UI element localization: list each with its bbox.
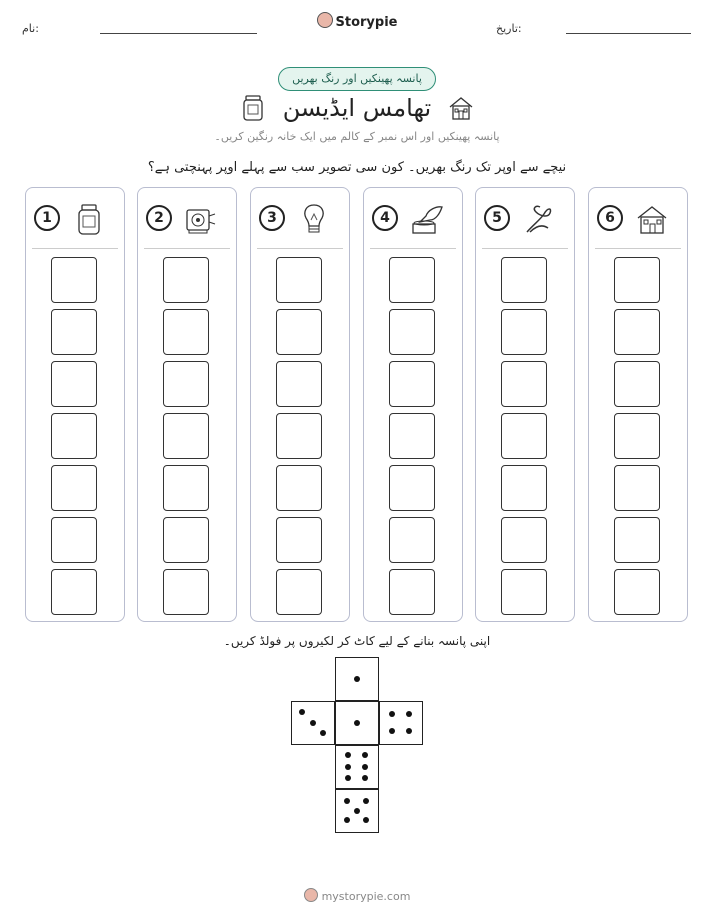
color-box[interactable] xyxy=(501,413,547,459)
die-pip xyxy=(362,775,368,781)
column-number: 3 xyxy=(259,205,285,231)
color-box[interactable] xyxy=(276,517,322,563)
die-face-4 xyxy=(379,701,423,745)
color-box[interactable] xyxy=(389,257,435,303)
die-pip xyxy=(406,728,412,734)
color-box[interactable] xyxy=(501,309,547,355)
die-face-1 xyxy=(335,657,379,701)
die-pip xyxy=(345,775,351,781)
die-pip xyxy=(354,676,360,682)
brand-logo xyxy=(0,12,714,30)
die-pip xyxy=(354,808,360,814)
dice-column-5 xyxy=(475,187,575,622)
die-face-3 xyxy=(291,701,335,745)
die-instruction: اپنی پانسہ بنانے کے لیے کاٹ کر لکیروں پر فولڈ کریں۔ xyxy=(223,634,491,648)
color-box[interactable] xyxy=(51,517,97,563)
color-box[interactable] xyxy=(163,309,209,355)
color-box[interactable] xyxy=(276,465,322,511)
dice-column-3 xyxy=(250,187,350,622)
color-box[interactable] xyxy=(614,309,660,355)
color-box[interactable] xyxy=(276,361,322,407)
column-divider xyxy=(482,248,568,249)
color-box[interactable] xyxy=(389,413,435,459)
brand-text: Storypie xyxy=(335,15,398,30)
color-box[interactable] xyxy=(614,257,660,303)
date-label: تاریخ: xyxy=(496,22,522,35)
die-face-6 xyxy=(335,745,379,789)
color-box[interactable] xyxy=(163,361,209,407)
die-pip xyxy=(344,817,350,823)
bear-icon xyxy=(317,12,333,28)
color-box[interactable] xyxy=(163,257,209,303)
die-pip xyxy=(354,720,360,726)
die-pip xyxy=(363,817,369,823)
column-number: 5 xyxy=(484,205,510,231)
column-divider xyxy=(144,248,230,249)
gramophone-icon xyxy=(410,202,444,236)
column-divider xyxy=(370,248,456,249)
column-number: 1 xyxy=(34,205,60,231)
color-box[interactable] xyxy=(51,465,97,511)
die-pip xyxy=(389,711,395,717)
color-box[interactable] xyxy=(163,413,209,459)
color-box[interactable] xyxy=(389,517,435,563)
question: نیچے سے اوپر تک رنگ بھریں۔ کون سی تصویر سب سے پہلے اوپر پہنچتی ہے؟ xyxy=(147,160,567,175)
color-box[interactable] xyxy=(389,361,435,407)
page-title: تھامس ایڈیسن xyxy=(282,94,432,122)
dice-column-6 xyxy=(588,187,688,622)
die-pip xyxy=(363,798,369,804)
column-divider xyxy=(595,248,681,249)
footer-site xyxy=(0,888,714,903)
name-line xyxy=(100,33,257,34)
die-pip xyxy=(320,730,326,736)
name-label: نام: xyxy=(22,22,39,35)
die-pip xyxy=(406,711,412,717)
color-box[interactable] xyxy=(51,309,97,355)
color-box[interactable] xyxy=(501,361,547,407)
subtitle: پانسہ پھینکیں اور اس نمبر کے کالم میں ایک خانہ رنگین کریں۔ xyxy=(214,130,500,143)
phonograph-cylinder-icon xyxy=(184,202,218,236)
color-box[interactable] xyxy=(389,465,435,511)
lightbulb-icon xyxy=(297,202,331,236)
die-pip xyxy=(362,764,368,770)
house-icon xyxy=(635,202,669,236)
dice-column-4 xyxy=(363,187,463,622)
bear-icon xyxy=(304,888,318,902)
die-pip xyxy=(345,764,351,770)
die-pip xyxy=(344,798,350,804)
die-face-1 xyxy=(335,701,379,745)
color-box[interactable] xyxy=(501,517,547,563)
filament-icon xyxy=(522,202,556,236)
color-box[interactable] xyxy=(163,517,209,563)
column-number: 6 xyxy=(597,205,623,231)
color-box[interactable] xyxy=(51,257,97,303)
color-box[interactable] xyxy=(276,309,322,355)
color-box[interactable] xyxy=(276,257,322,303)
dice-column-1 xyxy=(25,187,125,622)
color-box[interactable] xyxy=(276,413,322,459)
die-pip xyxy=(345,752,351,758)
color-box[interactable] xyxy=(51,361,97,407)
die-pip xyxy=(299,709,305,715)
date-line xyxy=(566,33,691,34)
activity-pill: پانسہ پھینکیں اور رنگ بھریں xyxy=(278,67,436,91)
color-box[interactable] xyxy=(163,569,209,615)
color-box[interactable] xyxy=(614,517,660,563)
house-icon xyxy=(447,94,475,122)
column-number: 2 xyxy=(146,205,172,231)
color-box[interactable] xyxy=(614,569,660,615)
die-pip xyxy=(310,720,316,726)
die-pip xyxy=(389,728,395,734)
dice-column-2 xyxy=(137,187,237,622)
color-box[interactable] xyxy=(614,413,660,459)
color-box[interactable] xyxy=(501,257,547,303)
color-box[interactable] xyxy=(51,569,97,615)
column-divider xyxy=(32,248,118,249)
color-box[interactable] xyxy=(501,569,547,615)
jar-icon xyxy=(72,202,106,236)
column-number: 4 xyxy=(372,205,398,231)
die-face-5 xyxy=(335,789,379,833)
color-box[interactable] xyxy=(276,569,322,615)
column-divider xyxy=(257,248,343,249)
die-pip xyxy=(362,752,368,758)
color-box[interactable] xyxy=(614,361,660,407)
color-box[interactable] xyxy=(163,465,209,511)
color-box[interactable] xyxy=(51,413,97,459)
color-box[interactable] xyxy=(614,465,660,511)
color-box[interactable] xyxy=(389,569,435,615)
color-box[interactable] xyxy=(501,465,547,511)
footer-text: mystorypie.com xyxy=(321,890,411,903)
color-box[interactable] xyxy=(389,309,435,355)
